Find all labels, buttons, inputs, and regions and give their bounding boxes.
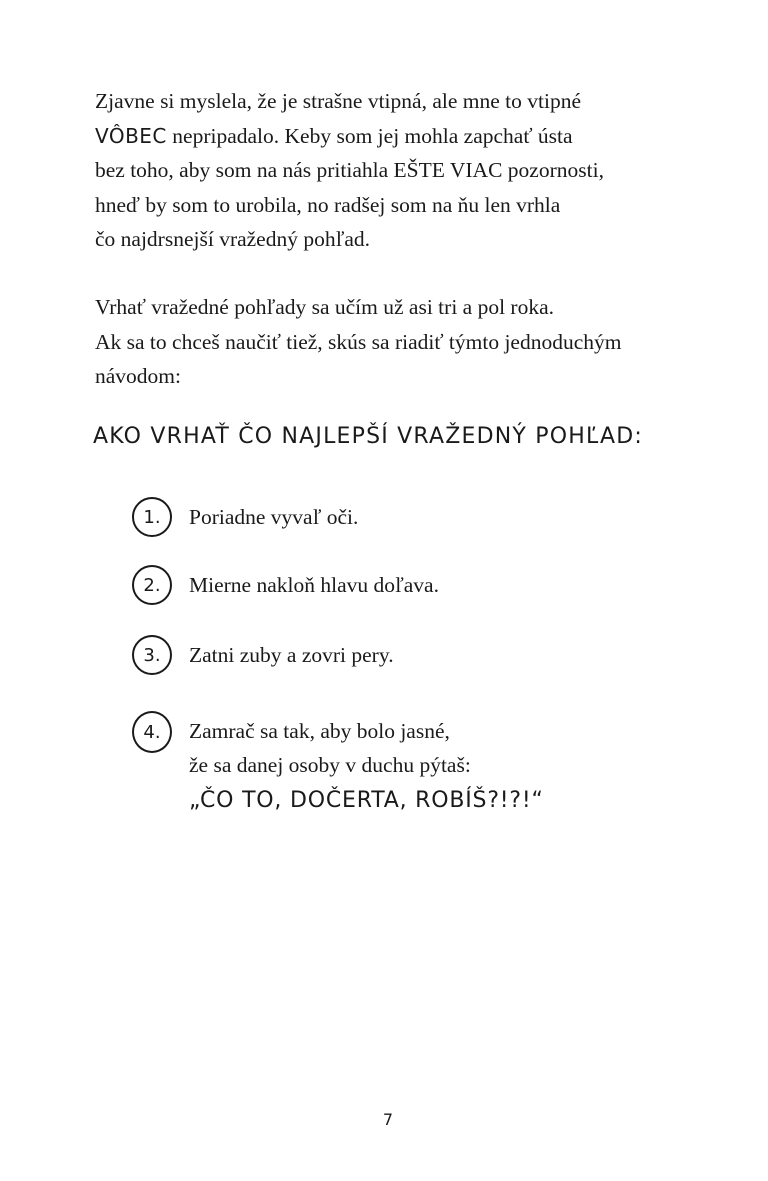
step-number-badge: 1. [132, 497, 172, 537]
step-number-badge: 3. [132, 635, 172, 675]
text-line: návodom: [95, 364, 181, 388]
text-line: čo najdrsnejší vražedný pohľad. [95, 227, 371, 251]
step-text [189, 638, 394, 672]
section-heading: AKO VRHAŤ ČO NAJLEPŠÍ VRAŽEDNÝ POHĽAD: [93, 424, 643, 449]
step-text [189, 568, 439, 602]
step-text-line: Mierne nakloň hlavu doľava. [189, 573, 439, 597]
text-line [95, 119, 715, 154]
step-text-line: Zamrač sa tak, aby bolo jasné, [189, 719, 450, 743]
step-text-line: Poriadne vyvaľ oči. [189, 505, 359, 529]
step-number-badge: 4. [132, 711, 172, 753]
step-text [189, 500, 358, 534]
step-text [189, 714, 544, 818]
paragraph-intro [95, 84, 715, 257]
text-line: Vrhať vražedné pohľady sa učím už asi tri a pol roka. [95, 295, 555, 319]
emphasis-word: VÔBEC [95, 123, 167, 148]
shout-quote: „ČO TO, DOČERTA, ROBÍŠ?!?!“ [189, 788, 544, 813]
text-line: Ak sa to chceš naučiť tiež, skús sa riadiť týmto jednoduchým [95, 329, 622, 354]
text-fragment: nepripadalo. Keby som jej mohla zapchať ústa [166, 123, 573, 148]
text-line: bez toho, aby som na nás pritiahla EŠTE VIAC pozornosti, [95, 158, 604, 182]
text-line: Zjavne si myslela, že je strašne vtipná, ale mne to vtipné [95, 89, 581, 113]
step-number-badge: 2. [132, 565, 172, 605]
step-text-line: že sa danej osoby v duchu pýtaš: [189, 753, 471, 777]
text-line: hneď by som to urobila, no radšej som na ňu len vrhla [95, 192, 561, 217]
page-number: 7 [382, 1110, 394, 1129]
paragraph-instructions-intro [95, 290, 715, 394]
step-text-line: Zatni zuby a zovri pery. [189, 643, 394, 667]
